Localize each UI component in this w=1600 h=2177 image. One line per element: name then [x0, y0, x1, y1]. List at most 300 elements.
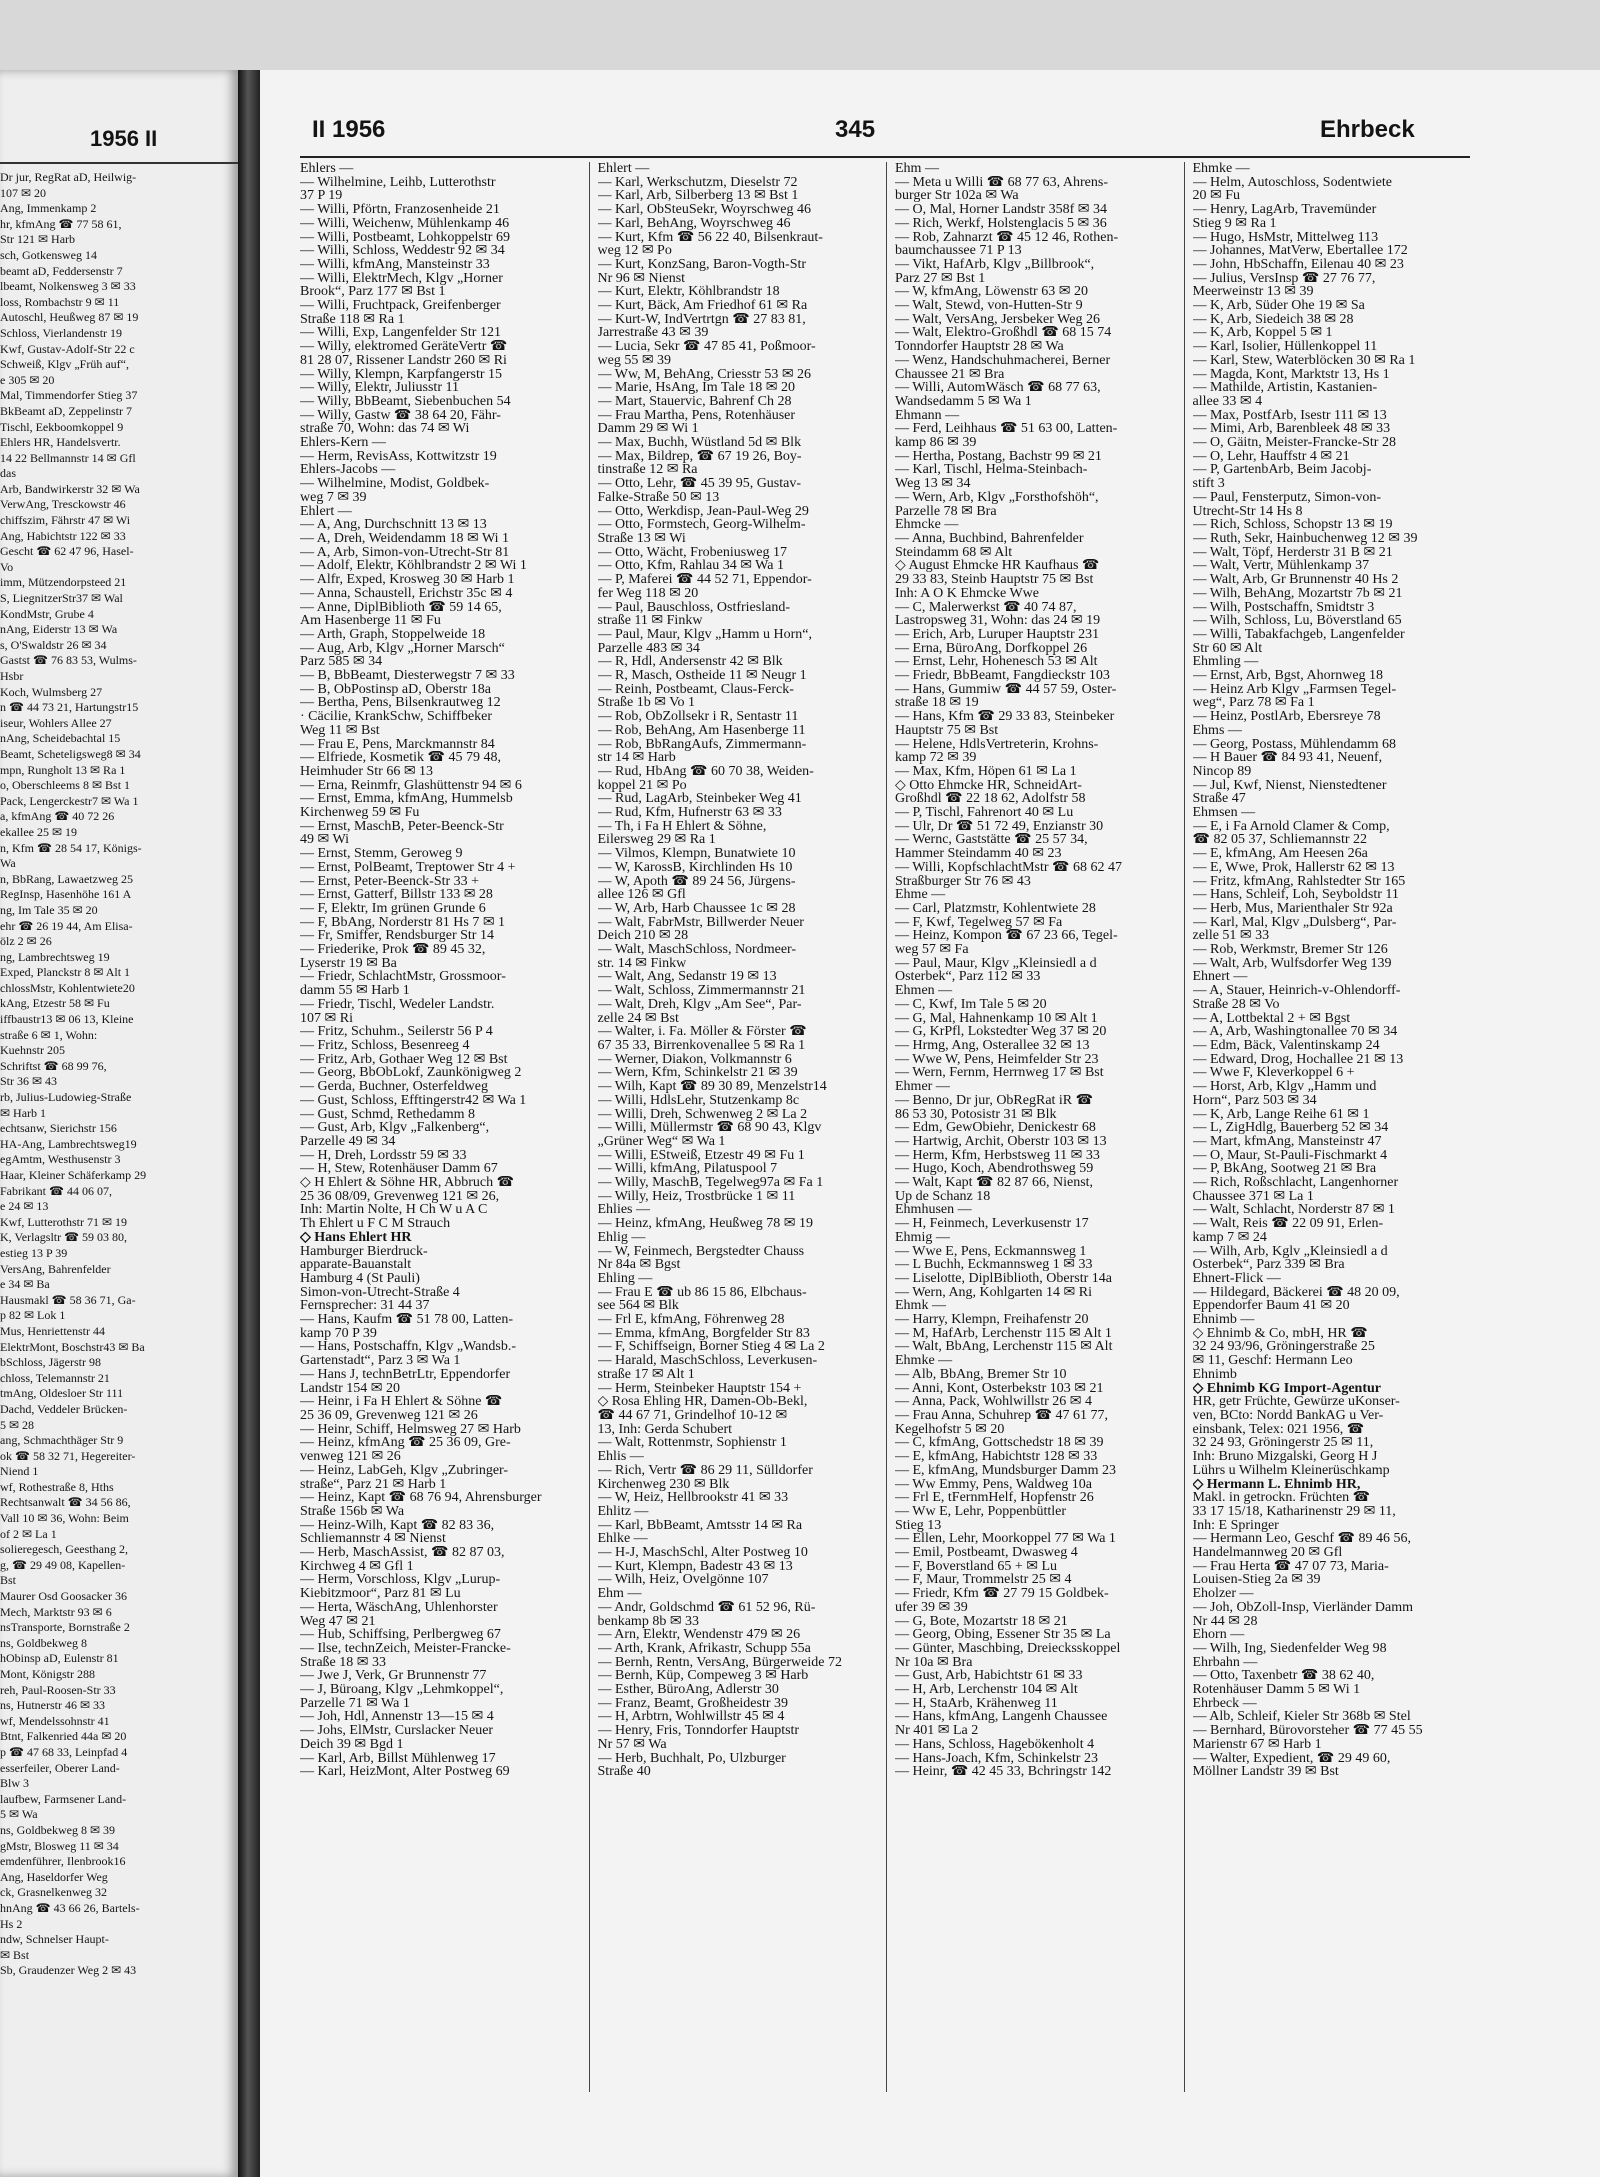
directory-entry-line: Horn“, Parz 503 ✉ 34	[1192, 1093, 1317, 1108]
directory-entry-line: — Karl, BehAng, Woyrschweg 46	[597, 216, 791, 231]
directory-entry-line: — Hermann Leo, Geschf ☎ 89 46 56,	[1192, 1532, 1411, 1547]
directory-entry-line: — Kurt, Kfm ☎ 56 22 40, Bilsenkraut-	[597, 230, 823, 245]
left-page-line: ns, Goldbekweg 8 ✉ 39	[0, 1822, 116, 1837]
directory-entry-line: — Willy, Heiz, Trostbrücke 1 ✉ 11	[597, 1189, 796, 1204]
directory-entry-line: — Wwe E, Pens, Eckmannsweg 1	[895, 1244, 1087, 1259]
directory-entry-line: — Werner, Diakon, Volkmannstr 6	[597, 1052, 792, 1067]
left-page-line: Tischl, Eekboomkoppel 9	[0, 419, 124, 434]
directory-entry-line: Louisen-Stieg 2a ✉ 39	[1192, 1573, 1321, 1588]
left-page-line: 14 22 Bellmannstr 14 ✉ Gfl	[0, 450, 136, 465]
directory-entry-line: — Georg, Obing, Essener Str 35 ✉ La	[895, 1628, 1111, 1642]
left-page-line: Wa	[0, 856, 16, 871]
left-page-line: Ang, Habichtstr 122 ✉ 33	[0, 528, 126, 543]
directory-entry-line: — Helm, Autoschloss, Sodentwiete	[1192, 175, 1392, 190]
directory-entry-line: — Walt, Kapt ☎ 82 87 66, Nienst,	[895, 1176, 1094, 1190]
directory-entry-line: ◇ Hans Ehlert HR	[300, 1230, 412, 1245]
directory-entry-line: Ehlers —	[300, 162, 354, 176]
page-header	[260, 116, 1440, 150]
directory-entry-line: — Walt, Dreh, Klgv „Am See“, Par-	[597, 997, 802, 1012]
directory-entry-line: Eilersweg 29 ✉ Ra 1	[597, 833, 716, 848]
directory-entry-line: — Adolf, Elektr, Köhlbrandstr 2 ✉ Wi 1	[300, 559, 527, 574]
directory-entry-line: straße 70, Wohn: das 74 ✉ Wi	[300, 422, 470, 437]
directory-entry-line: Parzelle 78 ✉ Bra	[895, 504, 997, 519]
directory-entry-line: — Paul, Maur, Klgv „Hamm u Horn“,	[597, 627, 812, 642]
directory-entry-line: — Erna, Reinmfr, Glashüttenstr 94 ✉ 6	[300, 778, 522, 793]
directory-entry-line: — Herm, Steinbeker Hauptstr 154 +	[597, 1381, 802, 1396]
directory-entry-line: — Hartwig, Archit, Oberstr 103 ✉ 13	[895, 1134, 1107, 1149]
directory-entry-line: Str 60 ✉ Alt	[1192, 641, 1263, 656]
directory-entry-line: str 14 ✉ Harb	[597, 751, 676, 765]
left-page-line: g, ☎ 29 49 08, Kapellen-	[0, 1557, 126, 1572]
directory-entry-line: · Cäcilie, KrankSchw, Schiffbeker	[300, 710, 493, 724]
directory-entry-line: — Bernh, Rentn, VersAng, Bürgerweide 72	[597, 1655, 842, 1670]
directory-entry-line: 32 24 93, Gröningerstr 25 ✉ 11,	[1192, 1436, 1374, 1451]
directory-entry-line: — Wilh, Kapt ☎ 89 30 89, Menzelstr14	[597, 1080, 827, 1094]
directory-entry-line: — Ernst, Arb, Bgst, Ahornweg 18	[1192, 669, 1384, 683]
directory-entry-line: baumchaussee 71 P 13	[895, 244, 1022, 258]
directory-entry-line: — C, Malerwerkst ☎ 40 74 87,	[895, 600, 1077, 615]
left-page-line: BkBeamt aD, Zeppelinstr 7	[0, 403, 132, 418]
directory-entry-line: — Heinz, kfmAng ☎ 25 36 09, Gre-	[300, 1436, 511, 1451]
left-page	[0, 70, 238, 2177]
directory-entry-line: — R, Masch, Ostheide 11 ✉ Neugr 1	[597, 669, 807, 683]
directory-entry-line: — Max, Kfm, Höpen 61 ✉ La 1	[895, 764, 1077, 779]
left-page-line: hnAng ☎ 43 66 26, Bartels-	[0, 1900, 140, 1915]
directory-entry-line: Nr 401 ✉ La 2	[895, 1724, 979, 1738]
directory-entry-line: Straße 156b ✉ Wa	[300, 1504, 405, 1519]
directory-entry-line: — Fritz, Schloss, Besenreeg 4	[300, 1039, 470, 1053]
directory-entry-line: kamp 70 P 39	[300, 1326, 377, 1341]
directory-entry-line: Heimhuder Str 66 ✉ 13	[300, 764, 434, 779]
directory-entry-line: ◇ Ehnimb KG Import-Agentur	[1192, 1381, 1382, 1396]
page-header-keyword: Ehrbeck	[1320, 116, 1415, 143]
directory-entry-line: kamp 86 ✉ 39	[895, 436, 977, 450]
directory-entry-line: — Ellen, Lehr, Moorkoppel 77 ✉ Wa 1	[895, 1532, 1116, 1547]
directory-entry-line: — Walt, Töpf, Herderstr 31 B ✉ 21	[1192, 545, 1393, 560]
directory-entry-line: — Ernst, Gatterf, Billstr 133 ✉ 28	[300, 888, 493, 902]
directory-entry-line: — Willy, Gastw ☎ 38 64 20, Fähr-	[300, 408, 501, 423]
left-page-line: ck, Grasnelkenweg 32	[0, 1885, 107, 1900]
directory-entry-line: Gartenstadt“, Parz 3 ✉ Wa 1	[300, 1354, 461, 1368]
directory-entry-line: — Ruth, Sekr, Hainbuchenweg 12 ✉ 39	[1192, 531, 1418, 546]
directory-entry-line: Großhdl ☎ 22 18 62, Adolfstr 58	[895, 792, 1086, 807]
directory-entry-line: Weg 11 ✉ Bst	[300, 723, 380, 738]
directory-entry-line: Inh: A O K Ehmcke Wwe	[895, 586, 1039, 601]
directory-entry-line: stift 3	[1192, 477, 1225, 491]
directory-entry-line: — Wilh, Ing, Siedenfelder Weg 98	[1192, 1641, 1387, 1656]
directory-entry-line: — F, Elektr, Im grünen Grunde 6	[300, 901, 486, 916]
directory-entry-line: — Anna, Schaustell, Erichstr 35c ✉ 4	[300, 586, 513, 601]
directory-entry-line: zelle 51 ✉ 33	[1192, 929, 1270, 944]
directory-entry-line: str. 14 ✉ Finkw	[597, 956, 687, 971]
left-page-line: Bst	[0, 1573, 17, 1588]
directory-entry-line: — Alb, Schleif, Kieler Str 368b ✉ Stel	[1192, 1710, 1411, 1725]
directory-entry-line: — C, Kwf, Im Tale 5 ✉ 20	[895, 997, 1047, 1012]
directory-entry-line: Ehms —	[1192, 723, 1242, 738]
directory-entry-line: — O, Gäitn, Meister-Francke-Str 28	[1192, 436, 1396, 450]
left-page-line: ng, Lambrechtsweg 19	[0, 949, 110, 964]
directory-entry-line: — Vikt, HafArb, Klgv „Billbrook“,	[895, 257, 1095, 272]
directory-entry-line: Ehmann —	[895, 408, 960, 423]
directory-entry-line: Ehnert —	[1192, 970, 1248, 985]
directory-entry-line: — Anne, DiplBiblioth ☎ 59 14 65,	[300, 600, 502, 615]
directory-entry-line: einsbank, Telex: 021 1956, ☎	[1192, 1422, 1365, 1437]
directory-entry-line: — Frau E, Pens, Marckmannstr 84	[300, 737, 495, 752]
directory-entry-line: — Karl, Isolier, Hüllenkoppel 11	[1192, 340, 1378, 354]
directory-column-2	[590, 162, 888, 2092]
directory-entry-line: — Wilh, Schloss, Lu, Böverstland 65	[1192, 614, 1402, 628]
left-page-line: ElektrMont, Boschstr43 ✉ Ba	[0, 1339, 145, 1354]
directory-entry-line: ufer 39 ✉ 39	[895, 1600, 968, 1615]
directory-entry-line: — Heinr, i Fa H Ehlert & Söhne ☎	[300, 1395, 503, 1409]
directory-entry-line: Up de Schanz 18	[895, 1189, 991, 1204]
directory-entry-line: — P, Tischl, Fahrenort 40 ✉ Lu	[895, 806, 1074, 820]
directory-entry-line: Straße 13 ✉ Wi	[597, 531, 686, 546]
directory-entry-line: — Heinz, LabGeh, Klgv „Zubringer-	[300, 1463, 509, 1478]
left-page-line: nAng, Eiderstr 13 ✉ Wa	[0, 622, 118, 637]
directory-entry-line: — Anna, Buchbind, Bahrenfelder	[895, 531, 1084, 546]
directory-entry-line: — Heinz, Kompon ☎ 67 23 66, Tegel-	[895, 929, 1118, 944]
directory-entry-line: — Edward, Drog, Hochallee 21 ✉ 13	[1192, 1052, 1404, 1067]
left-page-line: imm, Mützendorpsteed 21	[0, 575, 127, 590]
directory-entry-line: — Gust, Arb, Klgv „Falkenberg“,	[300, 1121, 490, 1135]
directory-entry-line: — Horst, Arb, Klgv „Hamm und	[1192, 1080, 1377, 1094]
left-page-line: S, LiegnitzerStr37 ✉ Wal	[0, 591, 123, 606]
directory-entry-line: — E, kfmAng, Am Heesen 26a	[1192, 847, 1368, 861]
directory-entry-line: Kirchweg 4 ✉ Gfl 1	[300, 1559, 414, 1574]
left-page-line: tmAng, Oldesloer Str 111	[0, 1386, 124, 1401]
directory-entry-line: Chaussee 371 ✉ La 1	[1192, 1189, 1314, 1204]
directory-entry-line: — Georg, Postass, Mühlendamm 68	[1192, 737, 1397, 752]
directory-entry-line: — Marie, HsAng, Im Tale 18 ✉ 20	[597, 381, 796, 395]
left-page-line: Beamt, Scheteligsweg8 ✉ 34	[0, 746, 141, 761]
directory-entry-line: Wandsedamm 5 ✉ Wa 1	[895, 394, 1032, 409]
directory-entry-line: — Joh, Hdl, Annenstr 13—15 ✉ 4	[300, 1710, 494, 1725]
directory-entry-line: — Hugo, Koch, Abendrothsweg 59	[895, 1162, 1094, 1177]
directory-entry-line: — Hans, Gummiw ☎ 44 57 59, Oster-	[895, 682, 1117, 697]
directory-entry-line: Kiebitzmoor“, Parz 81 ✉ Lu	[300, 1587, 461, 1601]
directory-entry-line: Ehlke —	[597, 1532, 648, 1547]
directory-entry-line: — Arth, Krank, Afrikastr, Schupp 55a	[597, 1641, 811, 1656]
directory-entry-line: — Karl, HeizMont, Alter Postweg 69	[300, 1765, 510, 1779]
directory-entry-line: — Hans, kfmAng, Langenh Chaussee	[895, 1710, 1108, 1725]
directory-entry-line: 33 17 15/18, Katharinenstr 29 ✉ 11,	[1192, 1504, 1396, 1519]
directory-entry-line: — Bernh, Küp, Compeweg 3 ✉ Harb	[597, 1669, 809, 1684]
directory-entry-line: — Wenz, Handschuhmacherei, Berner	[895, 353, 1111, 368]
directory-entry-line: 37 P 19	[300, 189, 343, 204]
directory-entry-line: — Frl E, kfmAng, Föhrenweg 28	[597, 1313, 785, 1327]
directory-entry-line: — Aug, Arb, Klgv „Horner Marsch“	[300, 641, 505, 656]
left-page-line: 5 ✉ 28	[0, 1417, 35, 1432]
directory-entry-line: — B, ObPostinsp aD, Oberstr 18a	[300, 682, 491, 697]
directory-entry-line: — Willy, elektromed GeräteVertr ☎	[300, 340, 508, 354]
directory-entry-line: allee 126 ✉ Gfl	[597, 888, 686, 902]
left-page-line: e 34 ✉ Ba	[0, 1277, 50, 1292]
directory-entry-line: — Walt, Rottenmstr, Sophienstr 1	[597, 1436, 787, 1451]
directory-entry-line: — Georg, BbObLokf, Zaunkönigweg 2	[300, 1066, 522, 1081]
directory-entry-line: — Karl, Tischl, Helma-Steinbach-	[895, 463, 1088, 478]
directory-entry-line: — Rud, Kfm, Hufnerstr 63 ✉ 33	[597, 806, 782, 820]
directory-entry-line: 49 ✉ Wi	[300, 833, 350, 848]
directory-entry-line: — J, Büroang, Klgv „Lehmkoppel“,	[300, 1683, 504, 1697]
directory-entry-line: — Willi, Müllermstr ☎ 68 90 43, Klgv	[597, 1121, 822, 1135]
directory-entry-line: — Rud, HbAng ☎ 60 70 38, Weiden-	[597, 764, 814, 779]
directory-entry-line: — Walt, Elektro-Großhdl ☎ 68 15 74	[895, 326, 1112, 341]
directory-entry-line: — Ernst, Stemm, Geroweg 9	[300, 847, 463, 861]
left-page-line: Mus, Henriettenstr 44	[0, 1323, 105, 1338]
directory-entry-line: Ehmhusen —	[895, 1203, 972, 1218]
left-page-line: Gastst ☎ 76 83 53, Wulms-	[0, 653, 137, 668]
directory-entry-line: — Kurt, Elektr, Köhlbrandstr 18	[597, 285, 780, 300]
directory-entry-line: — Gerda, Buchner, Osterfeldweg	[300, 1080, 488, 1094]
directory-entry-line: — Max, Buchh, Wüstland 5d ✉ Blk	[597, 436, 802, 450]
left-page-line: Dr jur, RegRat aD, Heilwig-	[0, 170, 137, 184]
directory-entry-line: — Vilmos, Klempn, Bunatwiete 10	[597, 847, 796, 861]
directory-entry-line: Deich 39 ✉ Bgd 1	[300, 1737, 404, 1752]
directory-entry-line: — Mart, Stauervic, Bahrenf Ch 28	[597, 394, 792, 409]
directory-entry-line: — E, i Fa Arnold Clamer & Comp,	[1192, 819, 1390, 834]
directory-entry-line: Straße 1b ✉ Vo 1	[597, 696, 696, 711]
directory-entry-line: Nr 57 ✉ Wa	[597, 1737, 667, 1752]
directory-entry-line: — Herb, MaschAssist, ☎ 82 87 03,	[300, 1546, 505, 1560]
directory-entry-line: Chaussee 21 ✉ Bra	[895, 367, 1005, 382]
directory-entry-line: — Esther, BüroAng, Adlerstr 30	[597, 1683, 779, 1697]
directory-entry-line: Lührs u Wilhelm Kleinerüschkamp	[1192, 1463, 1390, 1478]
directory-entry-line: Lyserstr 19 ✉ Ba	[300, 956, 397, 971]
directory-entry-line: — Hans, Kfm ☎ 29 33 83, Steinbeker	[895, 710, 1115, 724]
left-page-line: straße 6 ✉ 1, Wohn:	[0, 1027, 98, 1042]
directory-entry-line: — Willi, Tabakfachgeb, Langenfelder	[1192, 627, 1405, 642]
directory-entry-line: — Alb, BbAng, Bremer Str 10	[895, 1367, 1067, 1382]
directory-entry-line: ◇ Otto Ehmcke HR, SchneidArt-	[895, 778, 1082, 793]
left-page-line: ns, Goldbekweg 8	[0, 1635, 87, 1650]
directory-entry-line: Landstr 154 ✉ 20	[300, 1381, 400, 1396]
directory-entry-line: Weg 13 ✉ 34	[895, 477, 971, 491]
directory-entry-line: — B, BbBeamt, Diesterwegstr 7 ✉ 33	[300, 669, 515, 683]
directory-entry-line: — Willy, Elektr, Juliusstr 11	[300, 381, 459, 395]
directory-entry-line: — Wilhelmine, Leihb, Lutterothstr	[300, 175, 496, 190]
directory-entry-line: Inh: Martin Nolte, H Ch W u A C	[300, 1203, 488, 1218]
directory-entry-line: — Hildegard, Bäckerei ☎ 48 20 09,	[1192, 1285, 1400, 1300]
directory-entry-line: Weg 47 ✉ 21	[300, 1614, 376, 1629]
directory-entry-line: Makl. in getrockn. Früchten ☎	[1192, 1491, 1371, 1505]
directory-entry-line: — Rob, BehAng, Am Hasenberge 11	[597, 723, 806, 738]
directory-entry-line: — P, Maferei ☎ 44 52 71, Eppendor-	[597, 573, 812, 587]
directory-entry-line: Stieg 9 ✉ Ra 1	[1192, 216, 1277, 231]
directory-entry-line: — Paul, Maur, Klgv „Kleinsiedl a d	[895, 956, 1097, 971]
directory-entry-line: — R, Hdl, Andersenstr 42 ✉ Blk	[597, 655, 783, 670]
directory-entry-line: — L, ZigHdlg, Bauerberg 52 ✉ 34	[1192, 1121, 1389, 1135]
left-page-line: ekallee 25 ✉ 19	[0, 824, 78, 839]
left-page-line: wf, Mendelssohnstr 41	[0, 1713, 110, 1728]
directory-entry-line: — F, Schiffseign, Borner Stieg 4 ✉ La 2	[597, 1340, 825, 1355]
directory-entry-line: — A, Dreh, Weidendamm 18 ✉ Wi 1	[300, 531, 509, 546]
directory-entry-line: — Karl, Arb, Silberberg 13 ✉ Bst 1	[597, 189, 799, 204]
directory-entry-line: — Anna, Pack, Wohlwillstr 26 ✉ 4	[895, 1395, 1093, 1409]
directory-entry-line: Straße 47	[1192, 792, 1246, 807]
directory-entry-line: Eppendorfer Baum 41 ✉ 20	[1192, 1299, 1350, 1314]
left-page-line: Sb, Graudenzer Weg 2 ✉ 43	[0, 1963, 137, 1978]
directory-entry-line: — Willi, Postbeamt, Lohkoppelstr 69	[300, 230, 510, 245]
directory-entry-line: — H, Dreh, Lordsstr 59 ✉ 33	[300, 1148, 467, 1163]
directory-entry-line: — Kurt, Klempn, Badestr 43 ✉ 13	[597, 1559, 793, 1574]
left-page-line: Blw 3	[0, 1776, 30, 1791]
directory-entry-line: 29 33 83, Steinb Hauptstr 75 ✉ Bst	[895, 573, 1094, 587]
directory-entry-line: Hamburger Bierdruck-	[300, 1244, 428, 1259]
directory-entry-line: — Willi, Schloss, Weddestr 92 ✉ 34	[300, 244, 505, 258]
directory-entry-line: — M, HafArb, Lerchenstr 115 ✉ Alt 1	[895, 1326, 1112, 1341]
directory-entry-line: — Mimi, Arb, Barenbleek 48 ✉ 33	[1192, 422, 1391, 437]
directory-entry-line: Steindamm 68 ✉ Alt	[895, 545, 1013, 560]
directory-entry-line: — W, Apoth ☎ 89 24 56, Jürgens-	[597, 874, 796, 889]
directory-entry-line: — Rob, ObZollsekr i R, Sentastr 11	[597, 710, 799, 724]
directory-entry-line: — Willi, kfmAng, Mansteinstr 33	[300, 257, 490, 272]
directory-entry-line: straße 17 ✉ Alt 1	[597, 1367, 695, 1382]
directory-entry-line: — Walt, Reis ☎ 22 09 91, Erlen-	[1192, 1217, 1384, 1231]
directory-entry-line: — Max, PostfArb, Isestr 111 ✉ 13	[1192, 408, 1387, 423]
directory-entry-line: — Kurt-W, IndVertrtgn ☎ 27 83 81,	[597, 312, 806, 327]
directory-entry-line: — K, Arb, Lange Reihe 61 ✉ 1	[1192, 1107, 1370, 1122]
directory-entry-line: — K, Arb, Süder Ohe 19 ✉ Sa	[1192, 299, 1365, 313]
directory-entry-line: Ehrbeck —	[1192, 1696, 1257, 1711]
left-page-line: rb, Julius-Ludowieg-Straße	[0, 1090, 132, 1105]
left-page-column	[0, 170, 232, 1979]
directory-entry-line: Ehlitz —	[597, 1504, 649, 1519]
directory-entry-line: Ehmk —	[895, 1299, 946, 1314]
directory-entry-line: — Alfr, Exped, Krosweg 30 ✉ Harb 1	[300, 573, 515, 587]
left-page-line: Schloss, Vierlandenstr 19	[0, 325, 123, 340]
directory-entry-line: Möllner Landstr 39 ✉ Bst	[1192, 1765, 1339, 1779]
directory-entry-line: Straße 28 ✉ Vo	[1192, 997, 1280, 1012]
directory-column-4	[1185, 162, 1483, 2092]
directory-entry-line: Ehnimb	[1192, 1367, 1237, 1382]
directory-entry-line: — Henry, Fris, Tonndorfer Hauptstr	[597, 1724, 800, 1738]
left-page-line: laufbew, Farmsener Land-	[0, 1791, 127, 1806]
directory-entry-line: — P, GartenbArb, Beim Jacobj-	[1192, 463, 1372, 478]
directory-entry-line: — Heinz-Wilh, Kapt ☎ 82 83 36,	[300, 1518, 495, 1533]
directory-entry-line: Ehling —	[597, 1271, 653, 1286]
left-page-line: nAng, Scheidebachtal 15	[0, 731, 121, 746]
directory-entry-line: ☎ 44 67 71, Grindelhof 10-12 ✉	[597, 1408, 788, 1423]
left-page-line: Hausmakl ☎ 58 36 71, Ga-	[0, 1292, 136, 1307]
directory-entry-line: — Rob, Werkmstr, Bremer Str 126	[1192, 943, 1388, 957]
directory-entry-line: straße 18 ✉ 19	[895, 696, 979, 711]
left-page-rule	[0, 162, 238, 164]
directory-entry-line: — Hans J, technBetrLtr, Eppendorfer	[300, 1367, 511, 1382]
directory-entry-line: Inh: Bruno Mizgalski, Georg H J	[1192, 1450, 1378, 1464]
left-page-line: chlossMstr, Kohlentwiete20	[0, 980, 135, 995]
left-page-line: KondMstr, Grube 4	[0, 606, 94, 621]
header-rule	[300, 156, 1470, 158]
directory-entry-line: — E, kfmAng, Habichtstr 128 ✉ 33	[895, 1450, 1098, 1464]
left-page-line: ang, Schmachthäger Str 9	[0, 1433, 124, 1448]
directory-entry-line: — Erna, BüroAng, Dorfkoppel 26	[895, 641, 1088, 656]
directory-entry-line: — Karl, Arb, Billst Mühlenweg 17	[300, 1751, 496, 1766]
left-page-line: Autoschl, Heußweg 87 ✉ 19	[0, 310, 139, 325]
directory-entry-line: — W, KarossB, Kirchlinden Hs 10	[597, 860, 793, 875]
directory-entry-line: weg 7 ✉ 39	[300, 490, 367, 505]
directory-entry-line: Am Hasenberge 11 ✉ Fu	[300, 614, 441, 628]
left-page-line: hObinsp aD, Eulenstr 81	[0, 1651, 119, 1666]
left-page-line: ✉ Harb 1	[0, 1105, 47, 1120]
directory-entry-line: Hammer Steindamm 40 ✉ 23	[895, 847, 1062, 861]
directory-entry-line: — Mathilde, Artistin, Kastanien-	[1192, 381, 1378, 395]
directory-entry-line: — W, Feinmech, Bergstedter Chauss	[597, 1244, 805, 1259]
directory-entry-line: Ehlis —	[597, 1450, 644, 1464]
directory-entry-line: — L Buchh, Eckmannsweg 1 ✉ 33	[895, 1258, 1093, 1272]
directory-entry-line: — Anni, Kont, Osterbekstr 103 ✉ 21	[895, 1381, 1104, 1396]
left-page-line: lbeamt, Nolkensweg 3 ✉ 33	[0, 279, 136, 294]
left-page-line: Dachd, Veddeler Brücken-	[0, 1401, 128, 1416]
directory-entry-line: — Wilh, Arb, Kglv „Kleinsiedl a d	[1192, 1244, 1388, 1259]
directory-entry-line: Straße 118 ✉ Ra 1	[300, 312, 405, 327]
left-page-line: Vo	[0, 559, 14, 574]
directory-entry-line: Simon-von-Utrecht-Straße 4	[300, 1285, 460, 1300]
directory-entry-line: — Herm, RevisAss, Kottwitzstr 19	[300, 449, 497, 464]
directory-entry-line: ven, BCto: Nordd BankAG u Ver-	[1192, 1408, 1384, 1423]
directory-entry-line: — John, HbSchaffn, Eilenau 40 ✉ 23	[1192, 257, 1404, 272]
left-page-line: wf, Rothestraße 8, Hths	[0, 1479, 114, 1494]
left-page-line: das	[0, 466, 16, 481]
directory-entry-line: — Frau Herta ☎ 47 07 73, Maria-	[1192, 1559, 1389, 1574]
directory-entry-line: 25 36 08/09, Grevenweg 121 ✉ 26,	[300, 1189, 500, 1204]
left-page-line: n, BbRang, Lawaetzweg 25	[0, 871, 133, 886]
left-page-line: 5 ✉ Wa	[0, 1807, 38, 1822]
directory-entry-line: Straße 18 ✉ 33	[300, 1655, 386, 1670]
directory-entry-line: — Heinz, Kapt ☎ 68 76 94, Ahrensburger	[300, 1491, 542, 1505]
directory-entry-line: apparate-Bauanstalt	[300, 1258, 412, 1272]
left-page-line: ok ☎ 58 32 71, Hegereiter-	[0, 1448, 136, 1463]
left-page-line: Kwf, Gustav-Adolf-Str 22 c	[0, 341, 135, 356]
directory-entry-line: ✉ 11, Geschf: Hermann Leo	[1192, 1354, 1353, 1368]
directory-entry-line: Ehm —	[597, 1587, 642, 1601]
directory-entry-line: Parzelle 49 ✉ 34	[300, 1134, 396, 1149]
directory-entry-line: — G, Mal, Hahnenkamp 10 ✉ Alt 1	[895, 1011, 1098, 1026]
directory-entry-line: — P, BkAng, Sootweg 21 ✉ Bra	[1192, 1162, 1377, 1177]
directory-entry-line: 81 28 07, Rissener Landstr 260 ✉ Ri	[300, 353, 507, 368]
directory-entry-line: — Julius, VersInsp ☎ 27 76 77,	[1192, 271, 1376, 286]
directory-entry-line: Nr 96 ✉ Nienst	[597, 271, 686, 286]
directory-entry-line: — Frau Martha, Pens, Rotenhäuser	[597, 408, 796, 423]
directory-entry-line: — Rud, LagArb, Steinbeker Weg 41	[597, 792, 802, 807]
directory-entry-line: — Henry, LagArb, Travemünder	[1192, 203, 1377, 217]
directory-entry-line: Handelmannweg 20 ✉ Gfl	[1192, 1546, 1343, 1560]
directory-entry-line: — Edm, Bäck, Valentinskamp 24	[1192, 1039, 1380, 1053]
directory-entry-line: — Wilhelmine, Modist, Goldbek-	[300, 477, 490, 491]
directory-entry-line: ◇ August Ehmcke HR Kaufhaus ☎	[895, 559, 1100, 574]
left-page-line: Niend 1	[0, 1464, 39, 1479]
directory-entry-line: Ehlies —	[597, 1203, 650, 1218]
directory-entry-line: burger Str 102a ✉ Wa	[895, 189, 1019, 204]
directory-entry-line: Lastropsweg 31, Wohn: das 24 ✉ 19	[895, 614, 1101, 628]
directory-entry-line: koppel 21 ✉ Po	[597, 778, 687, 793]
directory-entry-line: weg“, Parz 78 ✉ Fa 1	[1192, 696, 1315, 711]
directory-entry-line: Ehrbahn —	[1192, 1655, 1258, 1670]
directory-entry-line: Hauptstr 75 ✉ Bst	[895, 723, 999, 738]
directory-entry-line: — F, Boverstland 65 + ✉ Lu	[895, 1559, 1057, 1574]
directory-entry-line: — Willi, ElektrMech, Klgv „Horner	[300, 271, 503, 286]
directory-entry-line: — Kurt, KonzSang, Baron-Vogth-Str	[597, 257, 807, 272]
left-page-line: Maurer Osd Goosacker 36	[0, 1589, 127, 1604]
directory-entry-line: ◇ Hermann L. Ehnimb HR,	[1192, 1477, 1361, 1492]
directory-entry-line: — Otto, Werkdisp, Jean-Paul-Weg 29	[597, 504, 809, 519]
directory-entry-line: — Willi, KopfschlachtMstr ☎ 68 62 47	[895, 860, 1122, 875]
left-page-line: emdenführer, Ilenbrook16	[0, 1854, 126, 1869]
directory-entry-line: — Ferd, Leihhaus ☎ 51 63 00, Latten-	[895, 422, 1118, 437]
directory-entry-line: 25 36 09, Grevenweg 121 ✉ 26	[300, 1408, 478, 1423]
directory-entry-line: — Karl, Stew, Waterblöcken 30 ✉ Ra 1	[1192, 353, 1416, 368]
left-page-line: p ☎ 47 68 33, Leinpfad 4	[0, 1744, 128, 1759]
